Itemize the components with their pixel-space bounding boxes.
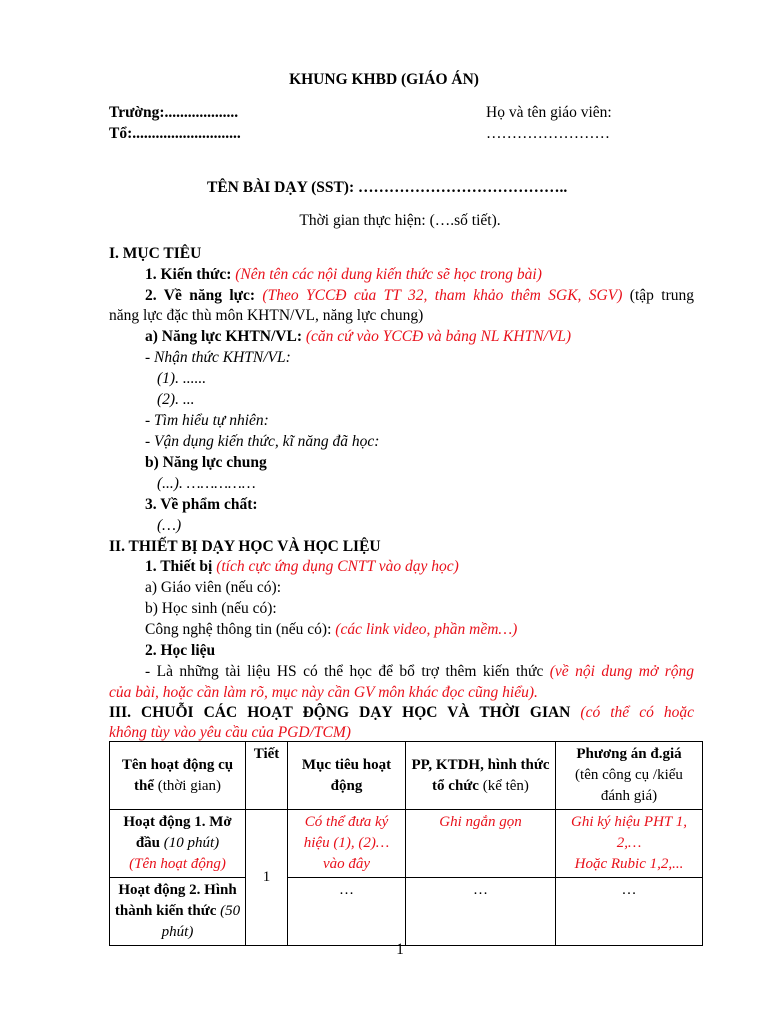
competence-line bbox=[145, 286, 694, 306]
table-row bbox=[110, 878, 703, 946]
activity-table bbox=[109, 741, 703, 946]
row2-method: … bbox=[406, 878, 556, 946]
section-3-note: (có thể có hoặc bbox=[580, 704, 695, 721]
lesson-name: TÊN BÀI DẠY (SST): ………………………………….. bbox=[207, 179, 568, 196]
header-assessment: Phương án đ.giá (tên công cụ /kiểu đánh giá) bbox=[556, 742, 703, 810]
material-note-line-2: của bài, hoặc cần làm rõ, mục này cần GV môn khác đọc cũng hiểu). bbox=[109, 684, 538, 701]
knowledge-note: (Nên tên các nội dung kiến thức sẽ học trong bài) bbox=[235, 266, 542, 283]
duration-line: Thời gian thực hiện: (….số tiết). bbox=[299, 212, 501, 229]
competence-a-item-2: - Tìm hiểu tự nhiên: bbox=[145, 412, 269, 429]
section-3-heading-line bbox=[109, 703, 694, 723]
school-field: Trường:................... bbox=[109, 104, 239, 121]
header-activity-name: Tên hoạt động cụ thể (thời gian) bbox=[110, 742, 246, 810]
section-1-heading: I. MỤC TIÊU bbox=[109, 245, 202, 262]
page-number: 1 bbox=[396, 941, 404, 958]
table-header-row bbox=[110, 742, 703, 810]
row1-assessment: Ghi ký hiệu PHT 1, 2,… Hoặc Rubic 1,2,... bbox=[556, 810, 703, 878]
device-line bbox=[145, 557, 459, 577]
device-student: b) Học sinh (nếu có): bbox=[145, 600, 277, 617]
group-field: Tổ:............................ bbox=[109, 125, 241, 142]
knowledge-label: 1. Kiến thức: bbox=[145, 266, 232, 283]
device-label: 1. Thiết bị bbox=[145, 558, 213, 575]
competence-a-item-1: - Nhận thức KHTN/VL: bbox=[145, 349, 291, 366]
competence-a-item-3: - Vận dụng kiến thức, kĩ năng đã học: bbox=[145, 433, 380, 450]
it-note: (các link video, phần mềm…) bbox=[335, 621, 518, 638]
competence-a-sub-2: (2). ... bbox=[157, 391, 195, 408]
section-3-note-line-2: không tùy vào yêu cầu của PGD/TCM) bbox=[109, 724, 351, 741]
teacher-name-label: Họ và tên giáo viên: bbox=[486, 104, 612, 121]
row2-activity: Hoạt động 2. Hình thành kiến thức (50 phút) bbox=[110, 878, 246, 946]
row2-assessment: … bbox=[556, 878, 703, 946]
competence-note: (Theo YCCĐ của TT 32, tham khảo thêm SGK, SGV) bbox=[262, 287, 623, 304]
section-3-heading: III. CHUỖI CÁC HOẠT ĐỘNG DẠY HỌC VÀ THỜI GIAN bbox=[109, 704, 571, 721]
row1-activity: Hoạt động 1. Mở đầu (10 phút) (Tên hoạt động) bbox=[110, 810, 246, 878]
header-objective: Mục tiêu hoạt động bbox=[288, 742, 406, 810]
row1-objective: Có thể đưa ký hiệu (1), (2)… vào đây bbox=[288, 810, 406, 878]
competence-b-label: b) Năng lực chung bbox=[145, 454, 267, 471]
competence-b-value: (...). …………… bbox=[157, 475, 256, 492]
teacher-name-value: …………………… bbox=[486, 125, 610, 142]
document-title: KHUNG KHBD (GIÁO ÁN) bbox=[289, 71, 479, 88]
material-note: (về nội dung mở rộng bbox=[549, 663, 694, 680]
competence-a-sub-1: (1). ...... bbox=[157, 370, 207, 387]
header-method: PP, KTDH, hình thức tổ chức (kể tên) bbox=[406, 742, 556, 810]
competence-tail: (tập trung bbox=[629, 287, 695, 304]
it-line bbox=[145, 620, 517, 640]
it-label: Công nghệ thông tin (nếu có): bbox=[145, 621, 332, 638]
device-teacher: a) Giáo viên (nếu có): bbox=[145, 579, 281, 596]
quality-value: (…) bbox=[157, 517, 182, 534]
competence-tail-line-2: năng lực đặc thù môn KHTN/VL, năng lực chung) bbox=[109, 307, 424, 324]
quality-label: 3. Về phẩm chất: bbox=[145, 496, 258, 513]
material-text: - Là những tài liệu HS có thể học để bổ trợ thêm kiến thức bbox=[145, 663, 544, 680]
competence-a-label: a) Năng lực KHTN/VL: bbox=[145, 328, 302, 345]
section-2-heading: II. THIẾT BỊ DẠY HỌC VÀ HỌC LIỆU bbox=[109, 538, 381, 555]
competence-label: 2. Về năng lực: bbox=[145, 287, 256, 304]
table-row bbox=[110, 810, 703, 878]
row1-period: 1 bbox=[246, 810, 288, 946]
knowledge-line bbox=[145, 265, 542, 285]
row2-objective: … bbox=[288, 878, 406, 946]
material-label: 2. Học liệu bbox=[145, 642, 216, 659]
header-period: Tiết bbox=[246, 742, 288, 810]
row1-method: Ghi ngắn gọn bbox=[406, 810, 556, 878]
competence-a-line bbox=[145, 327, 571, 347]
device-note: (tích cực ứng dụng CNTT vào dạy học) bbox=[216, 558, 459, 575]
material-line bbox=[145, 662, 694, 682]
competence-a-note: (căn cứ vào YCCĐ và bảng NL KHTN/VL) bbox=[305, 328, 572, 345]
